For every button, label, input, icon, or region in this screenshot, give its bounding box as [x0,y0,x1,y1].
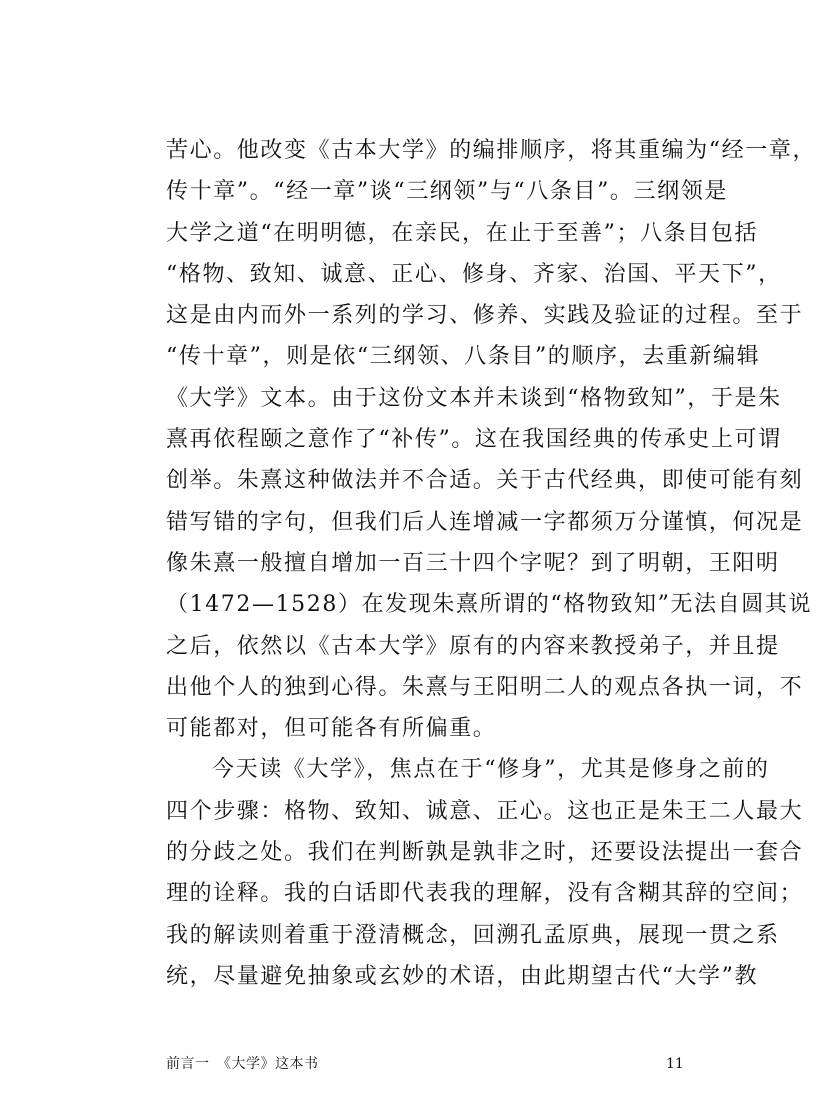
text-line: 理的诠释。我的白话即代表我的理解，没有含糊其辞的空间； [166,881,804,907]
page-number: 11 [666,1056,684,1072]
text-line: 像朱熹一般擅自增加一百三十四个字呢？到了明朝，王阳明 [166,550,780,576]
text-line: 大学之道“在明明德，在亲民，在止于至善”；八条目包括 [166,220,759,246]
paragraph-2 [166,749,804,997]
text-line: 苦心。他改变《古本大学》的编排顺序，将其重编为“经一章， [166,138,817,163]
running-footer-title: 前言一 《大学》这本书 [166,1056,319,1072]
text-line: 《大学》文本。由于这份文本并未谈到“格物致知”，于是朱 [166,385,782,411]
text-line: 错写错的字句，但我们后人连增减一字都须万分谨慎，何况是 [166,509,804,535]
text-line: “格物、致知、诚意、正心、修身、齐家、治国、平天下”， [166,261,782,287]
text-line: 创举。朱熹这种做法并不合适。关于古代经典，即使可能有刻 [166,468,804,494]
text-line: 今天读《大学》，焦点在于“修身”，尤其是修身之前的 [212,757,770,783]
paragraph-1 [166,130,817,749]
text-line: 之后，依然以《古本大学》原有的内容来教授弟子，并且提 [166,633,780,659]
text-line: 出他个人的独到心得。朱熹与王阳明二人的观点各执一词，不 [166,674,804,700]
text-line: 的分歧之处。我们在判断孰是孰非之时，还要设法提出一套合 [166,840,804,866]
text-line: 我的解读则着重于澄清概念，回溯孔孟原典，展现一贯之系 [166,922,780,948]
text-line: 熹再依程颐之意作了“补传”。这在我国经典的传承史上可谓 [166,427,782,453]
text-line: 可能都对，但可能各有所偏重。 [166,716,497,742]
text-line: （1472—1528）在发现朱熹所谓的“格物致知”无法自圆其说 [166,592,813,618]
text-line: 这是由内而外一系列的学习、修养、实践及验证的过程。至于 [166,303,804,329]
body-text [166,130,817,997]
text-line: 传十章”。“经一章”谈“三纲领”与“八条目”。三纲领是 [166,179,728,205]
text-line: 统，尽量避免抽象或玄妙的术语，由此期望古代“大学”教 [166,963,759,989]
text-line: “传十章”，则是依“三纲领、八条目”的顺序，去重新编辑 [166,344,761,370]
text-line: 四个步骤：格物、致知、诚意、正心。这也正是朱王二人最大 [166,798,804,824]
